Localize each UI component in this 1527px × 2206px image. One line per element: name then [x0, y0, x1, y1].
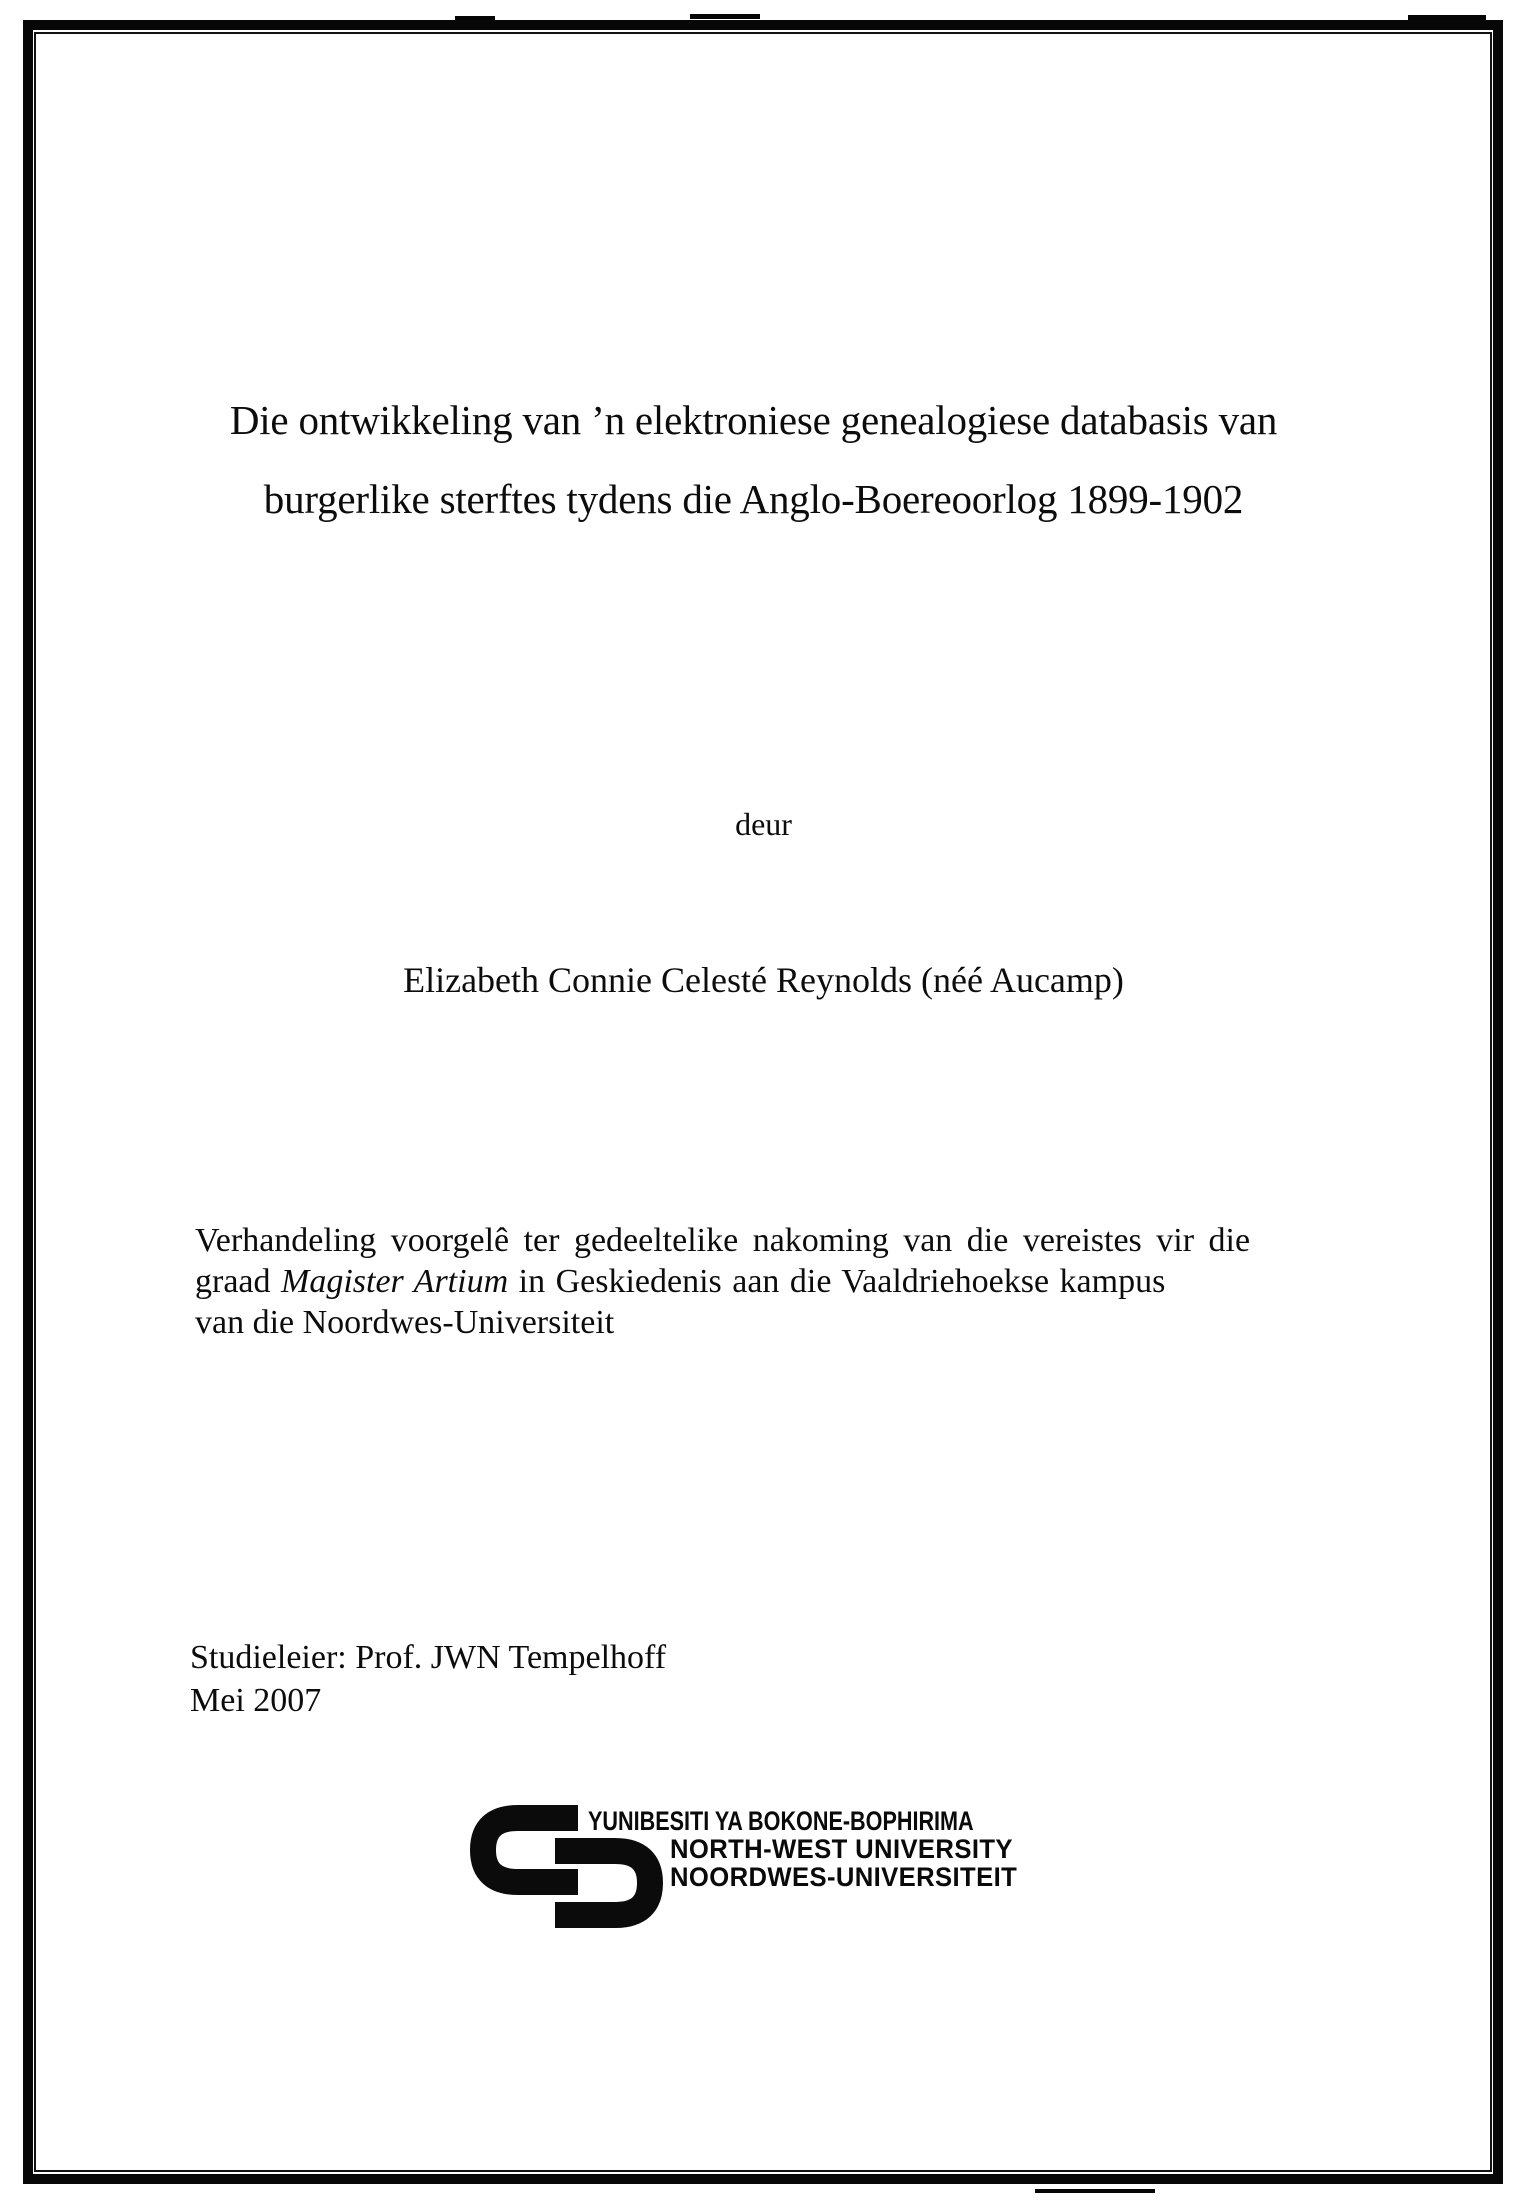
university-logo [470, 1803, 1110, 1938]
byline-deur: deur [735, 806, 792, 842]
supervisor-line: Studieleier: Prof. JWN Tempelhoff [190, 1639, 667, 1676]
logo-line-setswana: YUNIBESITI YA BOKONE-BOPHIRIMA [588, 1806, 974, 1836]
statement-line1: Verhandeling voorgelê ter gedeeltelike nakoming van die vereistes vir die [195, 1222, 1251, 1259]
scan-artifact [1408, 15, 1486, 20]
scan-artifact [690, 14, 760, 19]
date-line: Mei 2007 [190, 1682, 322, 1719]
statement-line2-suffix: in Geskiedenis aan die Vaaldriehoekse kampus [508, 1263, 1166, 1300]
thesis-statement [195, 1220, 1345, 1343]
thesis-title-line1: Die ontwikkeling van ’n elektroniese genealogiese databasis van [229, 397, 1278, 443]
scan-artifact [455, 16, 495, 20]
supervisor-block [190, 1636, 666, 1722]
logo-line-english: NORTH-WEST UNIVERSITY [670, 1834, 1013, 1864]
scan-artifact [1035, 2189, 1155, 2193]
logo-wordmark [588, 1807, 1070, 1891]
thesis-title-line2: burgerlike sterftes tydens die Anglo-Boereoorlog 1899-1902 [263, 476, 1244, 522]
logo-line-afrikaans: NOORDWES-UNIVERSITEIT [670, 1862, 1018, 1892]
statement-degree-name: Magister Artium [281, 1263, 509, 1300]
statement-line3: van die Noordwes-Universiteit [195, 1304, 615, 1341]
author-name: Elizabeth Connie Celesté Reynolds (néé Aucamp) [403, 960, 1124, 1000]
thesis-title [85, 381, 1422, 539]
statement-line2 [195, 1261, 1345, 1302]
statement-line2-prefix: graad [195, 1263, 282, 1300]
